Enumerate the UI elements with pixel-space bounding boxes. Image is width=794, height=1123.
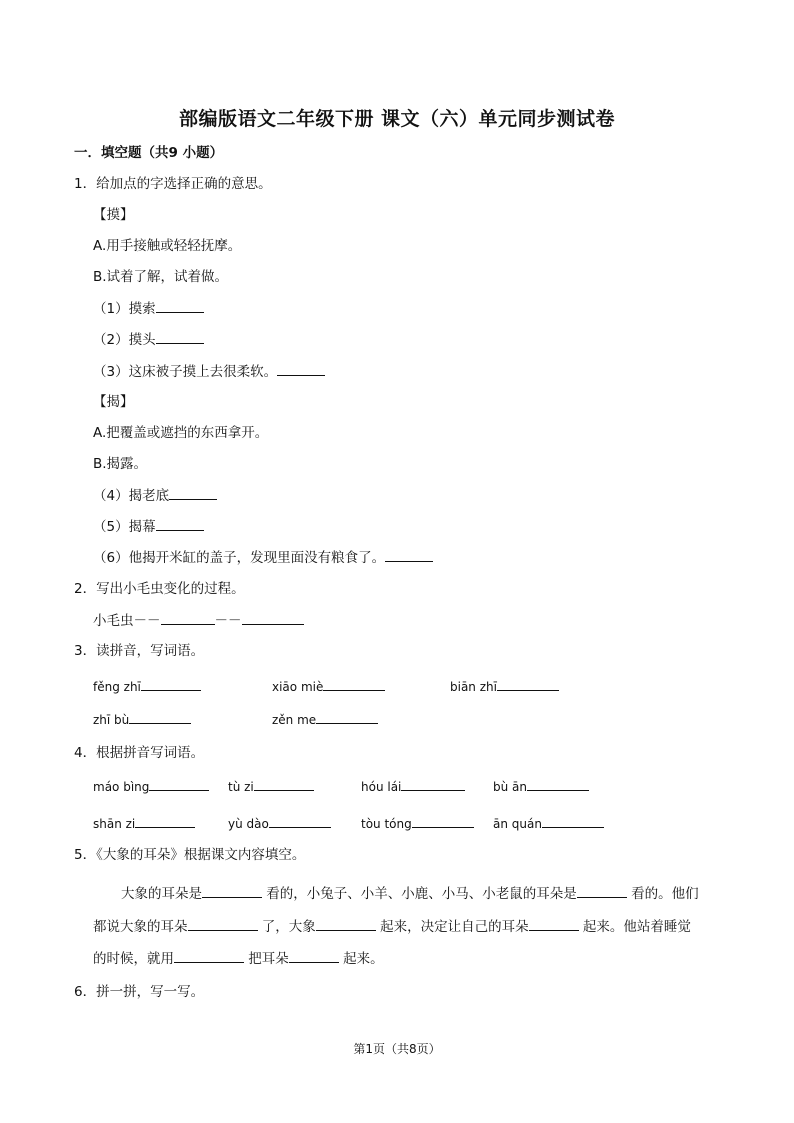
q1-item-6: [93, 547, 433, 568]
answer-blank[interactable]: [156, 516, 204, 531]
answer-blank[interactable]: [412, 813, 474, 828]
q4-pinyin: tòu tóng: [361, 817, 412, 831]
q5-text: 的时候，就用: [93, 951, 174, 967]
q1-item-2: [93, 329, 204, 350]
q4-item: [361, 813, 474, 834]
answer-blank[interactable]: [529, 916, 579, 931]
q5-text: 起来。他站着睡觉: [582, 919, 691, 935]
answer-blank[interactable]: [242, 610, 304, 625]
answer-blank[interactable]: [323, 676, 385, 691]
q5-text: 把耳朵: [248, 951, 289, 967]
q5-text: 起来，决定让自己的耳朵: [380, 919, 529, 935]
answer-blank[interactable]: [161, 610, 215, 625]
q4-item: [228, 776, 314, 797]
q4-item: [228, 813, 331, 834]
answer-blank[interactable]: [277, 361, 325, 376]
q5-text: 了，大象: [261, 919, 316, 935]
q3-item: [93, 676, 201, 697]
q5-line-2: [93, 916, 691, 937]
q1-item-2-text: （2）摸头: [93, 332, 156, 348]
q2-start: 小毛虫: [93, 613, 134, 629]
q3-pinyin: zhī bù: [93, 713, 130, 727]
q3-item: [93, 709, 191, 730]
q3-pinyin: biān zhī: [450, 680, 497, 694]
q4-pinyin: bù ān: [493, 780, 527, 794]
q1-item-5-text: （5）揭幕: [93, 519, 156, 535]
answer-blank[interactable]: [497, 676, 559, 691]
answer-blank[interactable]: [269, 813, 331, 828]
q4-pinyin: yù dào: [228, 817, 269, 831]
answer-blank[interactable]: [577, 883, 627, 898]
q1-group1-head: 【摸】: [93, 207, 134, 223]
q5-stem: 5．《大象的耳朵》根据课文内容填空。: [74, 847, 306, 863]
answer-blank[interactable]: [527, 776, 589, 791]
answer-blank[interactable]: [316, 916, 376, 931]
q2-dash: －－: [214, 613, 242, 629]
q4-stem: 4．根据拼音写词语。: [74, 745, 205, 761]
q3-item: [272, 676, 385, 697]
q4-item: [93, 813, 195, 834]
answer-blank[interactable]: [129, 709, 191, 724]
q3-pinyin: fěng zhī: [93, 680, 141, 694]
page-title: 部编版语文二年级下册 课文（六）单元同步测试卷: [178, 108, 616, 130]
q2-answer-line: [93, 610, 304, 631]
q3-pinyin: xiāo miè: [272, 680, 324, 694]
q5-text: 看的。他们: [631, 886, 699, 902]
q4-pinyin: ān quán: [493, 817, 542, 831]
q1-item-1-text: （1）摸索: [93, 301, 156, 317]
answer-blank[interactable]: [316, 709, 378, 724]
q5-text: 起来。: [343, 951, 384, 967]
answer-blank[interactable]: [289, 948, 339, 963]
q4-item: [361, 776, 465, 797]
q1-g2-option-a: A.把覆盖或遮挡的东西拿开。: [93, 425, 269, 441]
q6-stem: 6．拼一拼，写一写。: [74, 984, 205, 1000]
answer-blank[interactable]: [156, 329, 204, 344]
q1-g1-option-a: A.用手接触或轻轻抚摩。: [93, 238, 242, 254]
answer-blank[interactable]: [156, 298, 204, 313]
q1-item-4: [93, 485, 217, 506]
q3-pinyin: zěn me: [272, 713, 317, 727]
answer-blank[interactable]: [135, 813, 195, 828]
q4-item: [493, 813, 604, 834]
q4-pinyin: shān zi: [93, 817, 136, 831]
q1-group2-head: 【揭】: [93, 394, 134, 410]
q1-item-6-text: （6）他揭开米缸的盖子，发现里面没有粮食了。: [93, 550, 386, 566]
q1-item-4-text: （4）揭老底: [93, 488, 170, 504]
answer-blank[interactable]: [542, 813, 604, 828]
q5-text: 都说大象的耳朵: [93, 919, 188, 935]
answer-blank[interactable]: [202, 883, 262, 898]
q2-stem: 2．写出小毛虫变化的过程。: [74, 581, 245, 597]
q4-item: [93, 776, 209, 797]
q3-item: [272, 709, 378, 730]
answer-blank[interactable]: [188, 916, 258, 931]
q1-item-5: [93, 516, 204, 537]
answer-blank[interactable]: [385, 547, 433, 562]
section-heading: 一．填空题（共9 小题）: [74, 145, 224, 161]
q3-item: [450, 676, 559, 697]
q4-pinyin: máo bìng: [93, 780, 150, 794]
q5-line-3: [93, 948, 384, 969]
answer-blank[interactable]: [141, 676, 201, 691]
q5-text: 大象的耳朵是: [121, 886, 202, 902]
q4-pinyin: hóu lái: [361, 780, 402, 794]
q4-item: [493, 776, 589, 797]
answer-blank[interactable]: [254, 776, 314, 791]
q5-line-1: [121, 883, 699, 904]
answer-blank[interactable]: [149, 776, 209, 791]
q1-item-3-text: （3）这床被子摸上去很柔软。: [93, 364, 278, 380]
q5-text: 看的，小兔子、小羊、小鹿、小马、小老鼠的耳朵是: [266, 886, 577, 902]
q1-g2-option-b: B.揭露。: [93, 456, 148, 472]
q4-pinyin: tù zi: [228, 780, 254, 794]
answer-blank[interactable]: [401, 776, 465, 791]
q1-item-3: [93, 361, 325, 382]
answer-blank[interactable]: [169, 485, 217, 500]
q2-dash: －－: [133, 613, 161, 629]
q1-item-1: [93, 298, 204, 319]
q3-stem: 3．读拼音，写词语。: [74, 643, 205, 659]
answer-blank[interactable]: [174, 948, 244, 963]
page-footer: 第1页（共8页）: [353, 1042, 441, 1056]
q1-stem: 1．给加点的字选择正确的意思。: [74, 176, 272, 192]
q1-g1-option-b: B.试着了解，试着做。: [93, 269, 229, 285]
